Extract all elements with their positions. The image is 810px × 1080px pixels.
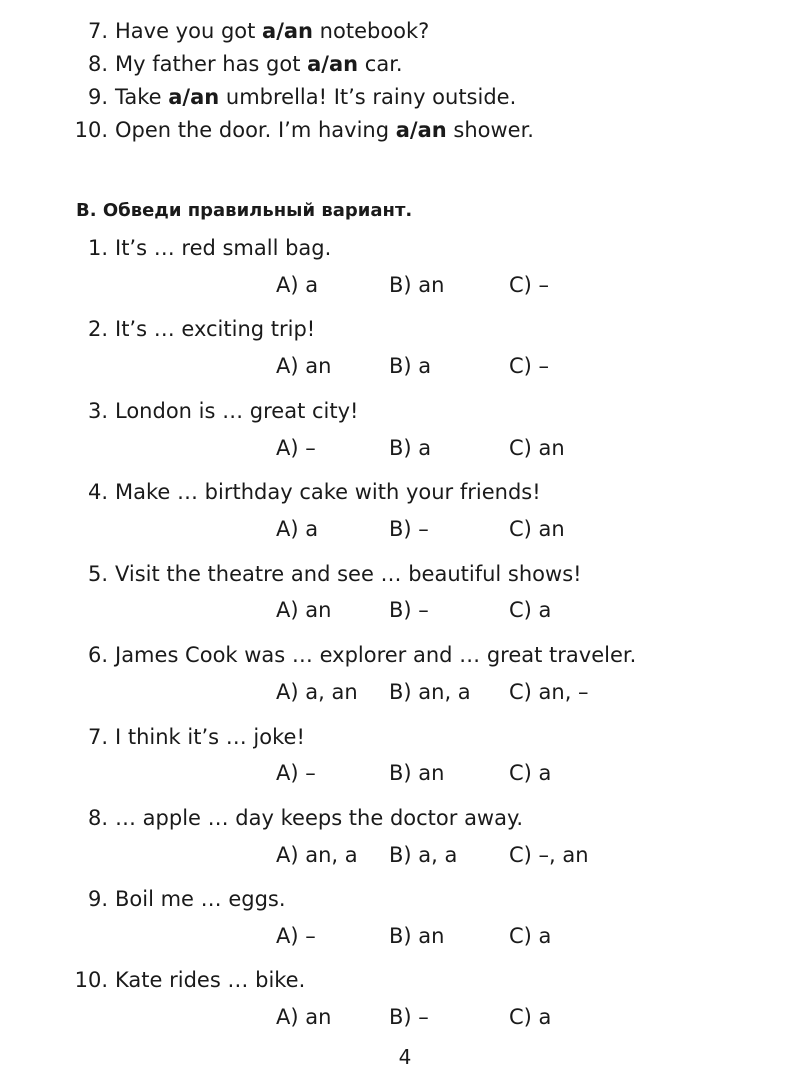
question-number: 3. bbox=[87, 399, 108, 423]
item-choice: a/an bbox=[168, 85, 220, 109]
option-a[interactable]: A) a, an bbox=[276, 680, 358, 704]
option-c[interactable]: C) – bbox=[509, 354, 550, 378]
question-number: 7. bbox=[87, 725, 108, 749]
option-b[interactable]: B) – bbox=[389, 598, 429, 622]
option-b[interactable]: B) – bbox=[389, 1005, 429, 1029]
item-text-after: shower. bbox=[446, 118, 534, 142]
question-7 bbox=[70, 724, 305, 750]
option-c[interactable]: C) an bbox=[509, 517, 565, 541]
question-text: Kate rides … bike. bbox=[115, 968, 306, 992]
question-9 bbox=[70, 886, 286, 912]
option-a[interactable]: A) – bbox=[276, 436, 316, 460]
question-text: Make … birthday cake with your friends! bbox=[115, 480, 541, 504]
item-text-after: notebook? bbox=[313, 19, 430, 43]
item-text-before: Open the door. I’m having bbox=[115, 118, 396, 142]
question-text: It’s … red small bag. bbox=[115, 236, 332, 260]
question-6 bbox=[70, 642, 636, 668]
item-number: 7. bbox=[87, 19, 108, 43]
option-b[interactable]: B) a bbox=[389, 354, 432, 378]
question-number: 8. bbox=[87, 806, 108, 830]
item-choice: a/an bbox=[395, 118, 447, 142]
item-text-after: car. bbox=[358, 52, 403, 76]
item-text-before: Have you got bbox=[115, 19, 263, 43]
question-text: … apple … day keeps the doctor away. bbox=[115, 806, 524, 830]
option-a[interactable]: A) an bbox=[276, 354, 332, 378]
question-1 bbox=[70, 235, 331, 261]
item-number: 9. bbox=[87, 85, 108, 109]
part-a-item-7 bbox=[70, 18, 429, 44]
question-number: 5. bbox=[87, 562, 108, 586]
question-3 bbox=[70, 398, 358, 424]
part-a-item-8 bbox=[70, 51, 403, 77]
question-number: 6. bbox=[87, 643, 108, 667]
option-c[interactable]: C) a bbox=[509, 924, 552, 948]
question-2 bbox=[70, 316, 315, 342]
option-b[interactable]: B) – bbox=[389, 517, 429, 541]
question-text: It’s … exciting trip! bbox=[115, 317, 316, 341]
question-text: I think it’s … joke! bbox=[115, 725, 305, 749]
option-c[interactable]: C) – bbox=[509, 273, 550, 297]
question-text: James Cook was … explorer and … great traveler. bbox=[115, 643, 637, 667]
question-number: 10. bbox=[74, 968, 108, 992]
section-b-heading: B. Обведи правильный вариант. bbox=[76, 200, 413, 221]
option-c[interactable]: C) an bbox=[509, 436, 565, 460]
item-choice: a/an bbox=[307, 52, 359, 76]
option-a[interactable]: A) a bbox=[276, 273, 319, 297]
option-b[interactable]: B) a, a bbox=[389, 843, 458, 867]
item-text-after: umbrella! It’s rainy outside. bbox=[219, 85, 517, 109]
option-c[interactable]: C) –, an bbox=[509, 843, 589, 867]
question-text: Boil me … eggs. bbox=[115, 887, 286, 911]
part-a-item-9 bbox=[70, 84, 516, 110]
item-text-before: Take bbox=[115, 85, 169, 109]
question-number: 2. bbox=[87, 317, 108, 341]
option-a[interactable]: A) – bbox=[276, 761, 316, 785]
option-a[interactable]: A) a bbox=[276, 517, 319, 541]
question-8 bbox=[70, 805, 523, 831]
question-number: 9. bbox=[87, 887, 108, 911]
option-a[interactable]: A) an bbox=[276, 598, 332, 622]
question-number: 4. bbox=[87, 480, 108, 504]
question-10 bbox=[70, 967, 305, 993]
option-b[interactable]: B) an bbox=[389, 924, 445, 948]
question-4 bbox=[70, 479, 541, 505]
question-text: London is … great city! bbox=[115, 399, 359, 423]
option-c[interactable]: C) an, – bbox=[509, 680, 589, 704]
item-text-before: My father has got bbox=[115, 52, 308, 76]
option-b[interactable]: B) a bbox=[389, 436, 432, 460]
option-c[interactable]: C) a bbox=[509, 761, 552, 785]
part-a-item-10 bbox=[70, 117, 534, 143]
question-number: 1. bbox=[87, 236, 108, 260]
option-c[interactable]: C) a bbox=[509, 598, 552, 622]
item-number: 10. bbox=[74, 118, 108, 142]
question-5 bbox=[70, 561, 582, 587]
question-text: Visit the theatre and see … beautiful shows! bbox=[115, 562, 582, 586]
item-choice: a/an bbox=[262, 19, 313, 43]
option-a[interactable]: A) an, a bbox=[276, 843, 358, 867]
option-c[interactable]: C) a bbox=[509, 1005, 552, 1029]
option-a[interactable]: A) an bbox=[276, 1005, 332, 1029]
option-b[interactable]: B) an bbox=[389, 273, 445, 297]
option-b[interactable]: B) an, a bbox=[389, 680, 471, 704]
option-b[interactable]: B) an bbox=[389, 761, 445, 785]
page-number: 4 bbox=[398, 1045, 412, 1069]
item-number: 8. bbox=[87, 52, 108, 76]
option-a[interactable]: A) – bbox=[276, 924, 316, 948]
